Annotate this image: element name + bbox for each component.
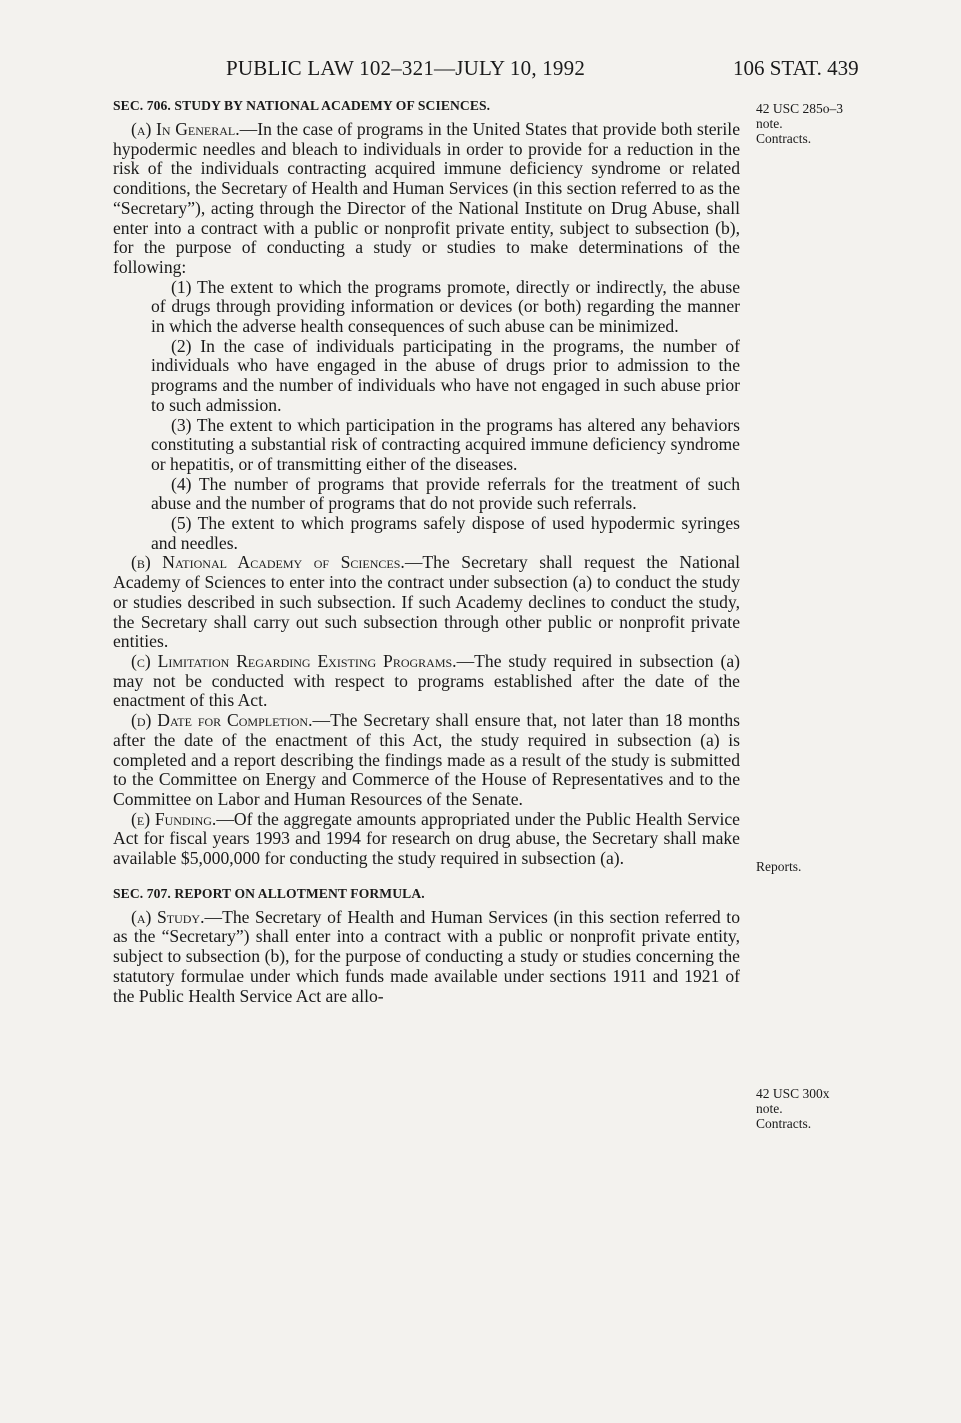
section-707-a-text: —The Secretary of Health and Human Services (in this section referred to as the “Secretary”) shall enter into a contract with a public or nonprofit private entity, subject to subsection (b), for the purpose of conducting a study or studies concerning the statutory formulae under which funds made available under sections 1911 and 1921 of the Public Health Service Act are allo- [113, 906, 740, 1006]
subsection-e-label: (e) Funding. [131, 808, 217, 829]
subsection-a-text: —In the case of programs in the United States that provide both sterile hypodermic needles and bleach to individuals in order to provide for a reduction in the risk of the individuals contracting acquired immune deficiency syndrome or related conditions, the Secretary of Health and Human Services (in this section referred to as the “Secretary”), acting through the Director of the National Institute on Drug Abuse, shall enter into a contract with a public or nonprofit private entity, subject to subsection (b), for the purpose of conducting a study or studies to make determinations of the following: [113, 119, 740, 277]
list-item-4: (4) The number of programs that provide referrals for the treatment of such abuse and the number of programs that do not provide such referrals. [151, 473, 740, 514]
subsection-d-label: (d) Date for Completion. [131, 710, 313, 731]
statute-reference: 106 STAT. 439 [733, 56, 859, 80]
section-706-subsection-c [113, 652, 740, 711]
list-item-2: (2) In the case of individuals participating in the programs, the number of individuals who have engaged in the abuse of drugs prior to admission to the programs and the number of individuals who have not engaged in such abuse prior to such admission. [151, 335, 740, 415]
section-707-a-label: (a) Study. [131, 906, 205, 927]
margin-note-citation: 42 USC 300x [756, 1086, 830, 1101]
margin-note-citation: 42 USC 285o–3 [756, 101, 844, 116]
margin-note-topic: Reports. [756, 859, 802, 874]
body-column [113, 97, 740, 1006]
subsection-d-text: —The Secretary shall ensure that, not later than 18 months after the date of the enactment of this Act, the study required in subsection (a) is completed and a report describing the findings made as a result of the study is submitted to the Committee on Energy and Commerce of the House of Representatives and to the Committee on Labor and Human Resources of the Senate. [113, 710, 741, 809]
list-item-3: (3) The extent to which participation in the programs has altered any behaviors constituting a substantial risk of contracting acquired immune deficiency syndrome or hepatitis, or of transmitting either of the diseases. [151, 414, 740, 474]
section-707-subsection-a [113, 908, 740, 1007]
running-head: PUBLIC LAW 102–321—JULY 10, 1992 [226, 56, 586, 80]
subsection-b-text: —The Secretary shall request the National Academy of Sciences to enter into the contract under subsection (a) to conduct the study or studies described in such subsection. If such Academy declines to conduct the study, the Secretary shall carry out such subsection through other public or nonprofit private entities. [113, 552, 740, 652]
section-706-subsection-e [113, 810, 740, 869]
section-706-subsection-a [113, 120, 740, 278]
section-706-subsection-d [113, 711, 740, 810]
subsection-c-label: (c) Limitation Regarding Existing Programs. [131, 650, 457, 671]
subsection-e-text: —Of the aggregate amounts appropriated under the Public Health Service Act for fiscal years 1993 and 1994 for research on drug abuse, the Secretary shall make available $5,000,000 for conducting the study required in subsection (a). [113, 808, 740, 869]
margin-note-topic: Contracts. [756, 1116, 812, 1131]
margin-note-tag: note. [756, 116, 783, 131]
subsection-c-text: —The study required in subsection (a) may not be conducted with respect to programs established after the date of the enactment of this Act. [113, 650, 740, 711]
list-item-1: (1) The extent to which the programs promote, directly or indirectly, the abuse of drugs through providing information or devices (or both) regarding the manner in which the adverse health consequences of such abuse can be minimized. [151, 276, 740, 337]
subsection-b-label: (b) National Academy of Sciences. [131, 552, 405, 573]
section-706-subsection-b [113, 553, 740, 652]
margin-note-topic: Contracts. [756, 131, 812, 146]
margin-note-706 [756, 101, 843, 146]
list-item-5: (5) The extent to which programs safely dispose of used hypodermic syringes and needles. [151, 513, 740, 553]
margin-note-reports [756, 859, 801, 874]
margin-note-707 [756, 1086, 830, 1131]
section-707-heading: SEC. 707. REPORT ON ALLOTMENT FORMULA. [113, 885, 425, 901]
subsection-a-label: (a) In General. [131, 119, 240, 139]
section-706-heading: SEC. 706. STUDY BY NATIONAL ACADEMY OF SCIENCES. [113, 98, 491, 113]
margin-note-tag: note. [756, 1101, 783, 1116]
